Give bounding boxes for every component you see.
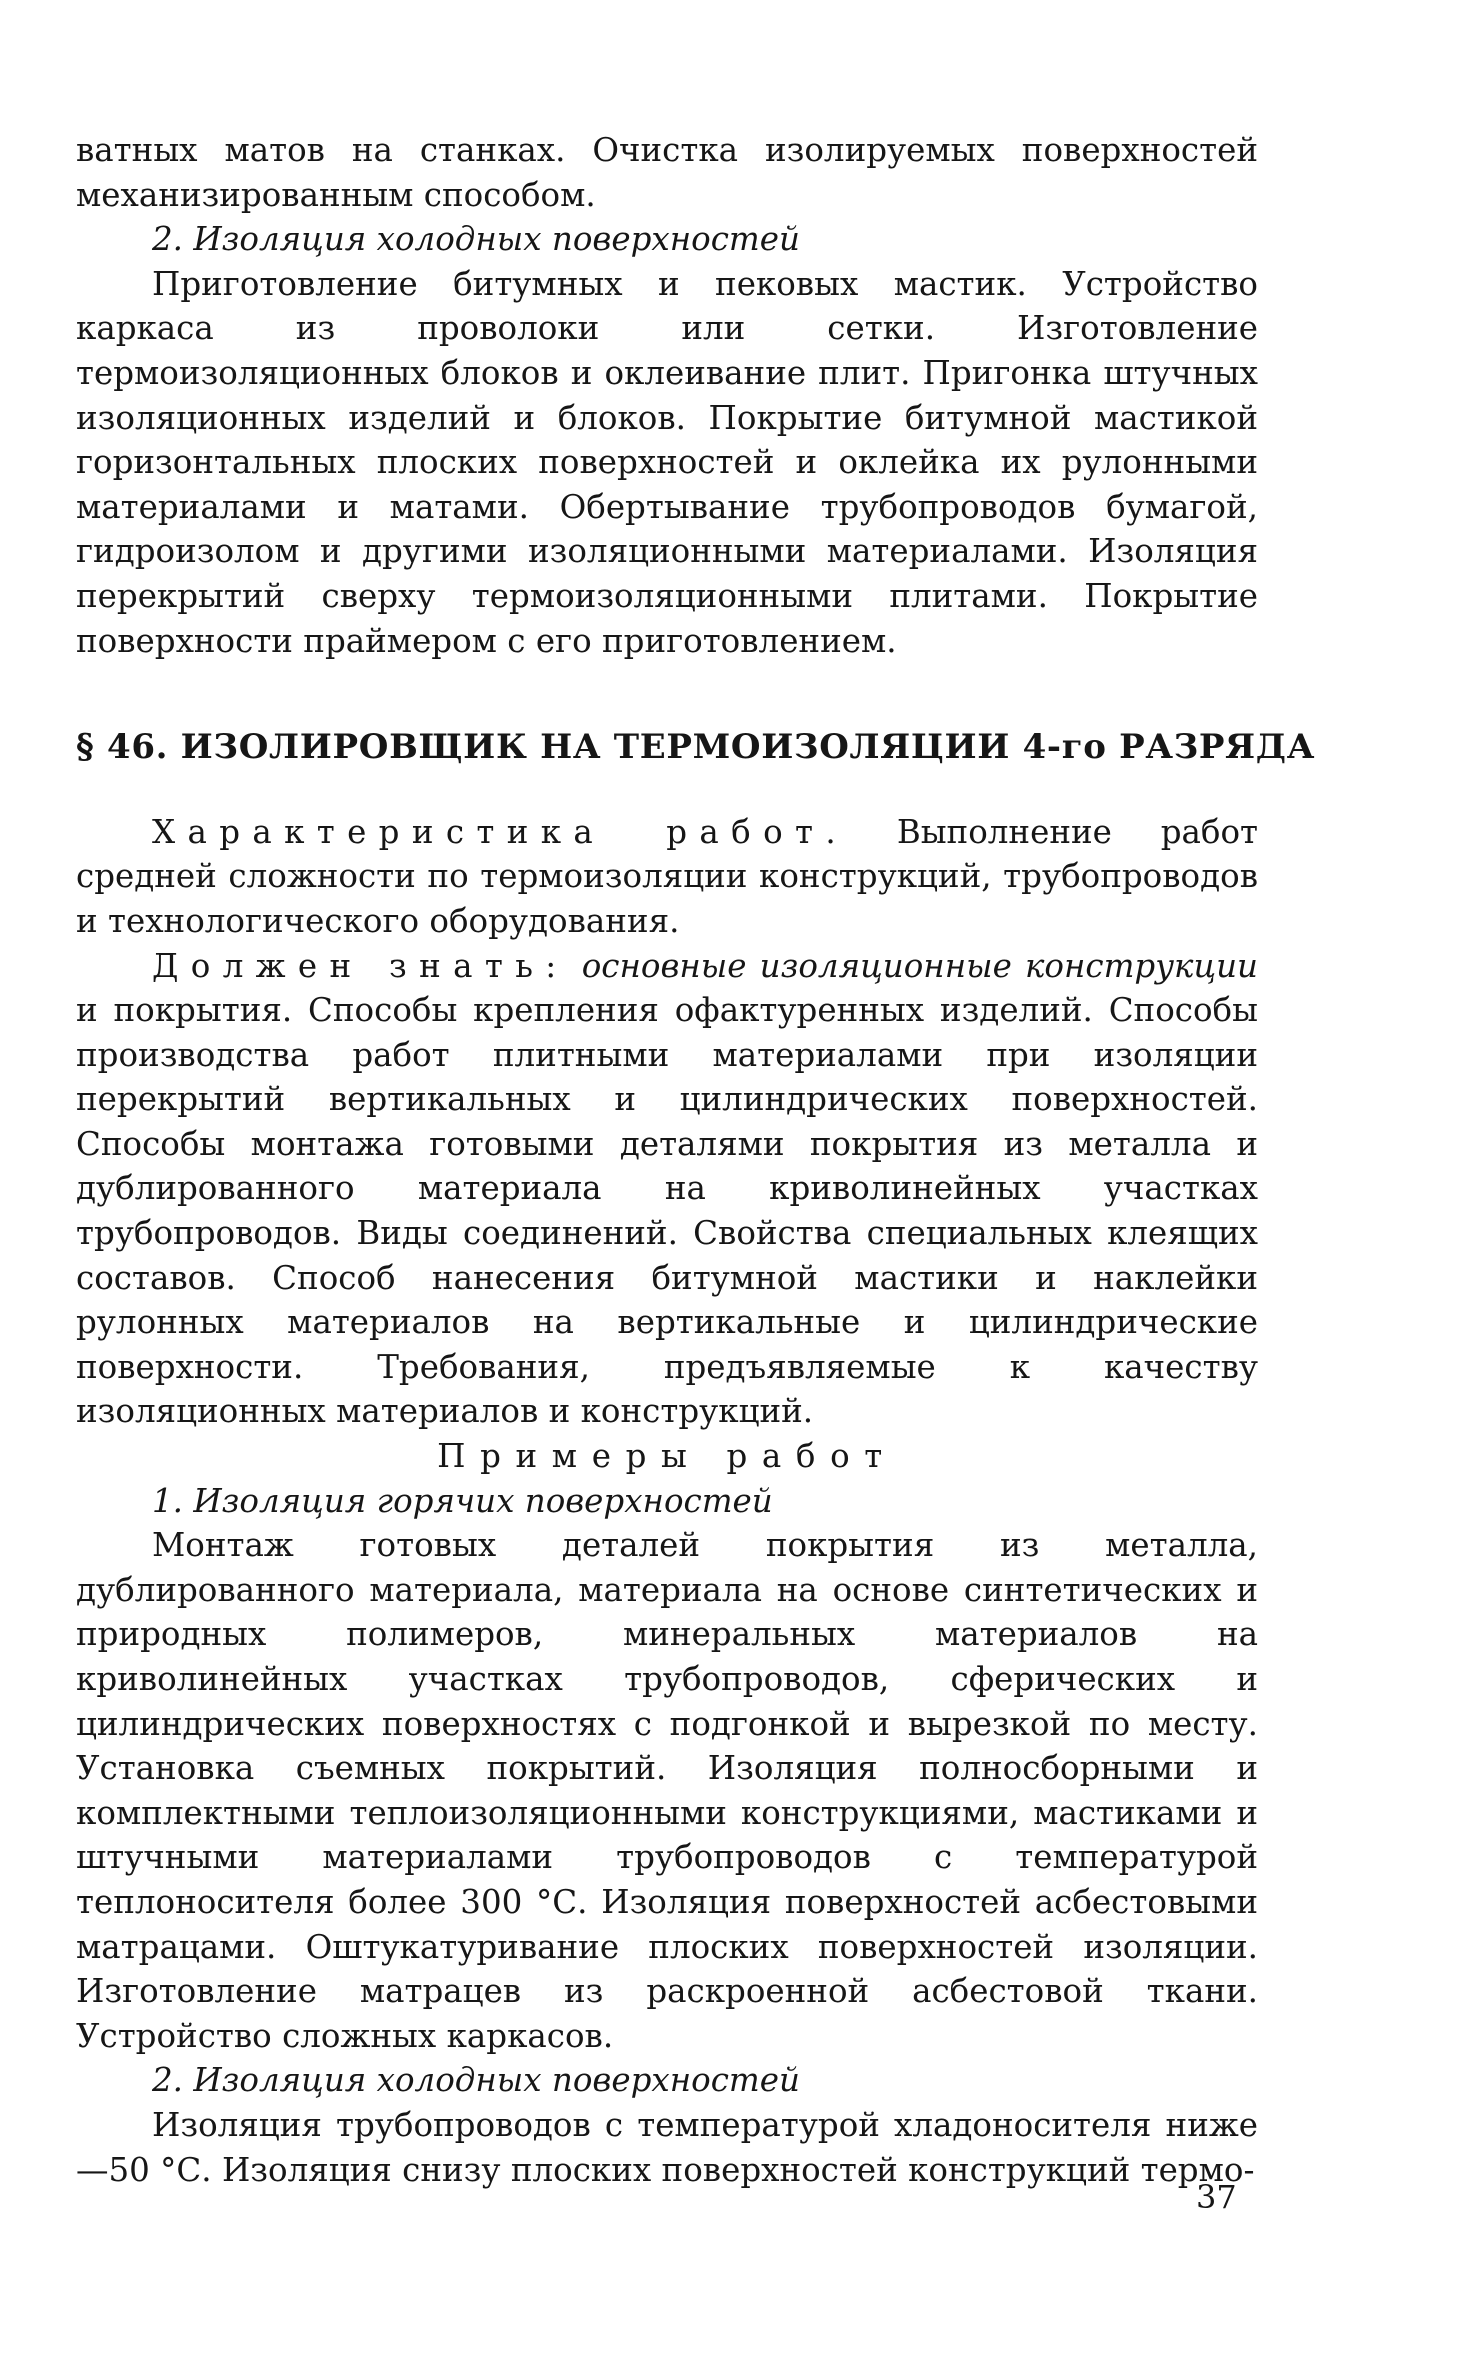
subsection-text-hot: Монтаж готовых деталей покрытия из металла, дублированного материала, материала на основе синтетических и природных полимеров, минеральных материалов на криволинейных участках трубопроводов, сферических и цилиндрических поверхностях с подгонкой и вырезкой по месту. Установка съемных покрытий. Изоляция полносборными и комплектными теплоизоляционными конструкциями, мастиками и штучными материалами трубопроводов с температурой теплоносителя более 300 °С. Изоляция поверхностей асбестовыми матрацами. Оштукатуривание плоских поверхностей изоляции. Изготовление матрацев из раскроенной асбестовой ткани. Устройство сложных каркасов.	[76, 1526, 1258, 2055]
subsection-title-cold-2: 2. Изоляция холодных поверхностей	[152, 2061, 800, 2100]
intro-paragraph: ватных матов на станках. Очистка изолируемых поверхностей механизированным способом.	[76, 131, 1258, 214]
subsection-text-cold-1: Приготовление битумных и пековых мастик. Устройство каркаса из проволоки или сетки. Изготовление термоизоляционных блоков и оклеивание плит. Пригонка штучных изоляционных изделий и блоков. Покрытие битумной мастикой горизонтальных плоских поверхностей и оклейка их рулонными материалами и матами. Обертывание трубопроводов бумагой, гидроизолом и другими изоляционными материалами. Изоляция перекрытий сверху термоизоляционными плитами. Покрытие поверхности праймером с его приготовлением.	[76, 264, 1258, 660]
must-know-italic-text: основные изоляционные конструкции	[581, 946, 1258, 985]
characteristic-paragraph	[76, 810, 1258, 944]
subsection-title-cold-1: 2. Изоляция холодных поверхностей	[152, 220, 800, 259]
must-know-label: Должен знать:	[152, 946, 569, 985]
page-number: 37	[1196, 2178, 1237, 2216]
examples-title: Примеры работ	[437, 1437, 897, 1476]
section-heading: § 46. ИЗОЛИРОВЩИК НА ТЕРМОИЗОЛЯЦИИ 4-го РАЗРЯДА	[76, 727, 1316, 768]
must-know-paragraph	[76, 944, 1258, 1435]
must-know-text: и покрытия. Способы крепления офактуренных изделий. Способы производства работ плитными материалами при изоляции перекрытий вертикальных и цилиндрических поверхностей. Способы монтажа готовыми деталями покрытия из металла и дублированного материала на криволинейных участках трубопроводов. Виды соединений. Свойства специальных клеящих составов. Способ нанесения битумной мастики и наклейки рулонных материалов на вертикальные и цилиндрические поверхности. Требования, предъявляемые к качеству изоляционных материалов и конструкций.	[76, 991, 1258, 1431]
subsection-title-hot: 1. Изоляция горячих поверхностей	[152, 1481, 773, 1520]
subsection-text-cold-2: Изоляция трубопроводов с температурой хладоносителя ниже —50 °С. Изоляция снизу плоских поверхностей конструкций термо-	[76, 2105, 1258, 2189]
page-body	[76, 128, 1316, 2192]
characteristic-label: Характеристика работ.	[152, 812, 848, 851]
characteristic-text: Выполнение работ средней сложности по термоизоляции конструкций, трубопроводов и технологического оборудования.	[76, 812, 1258, 940]
